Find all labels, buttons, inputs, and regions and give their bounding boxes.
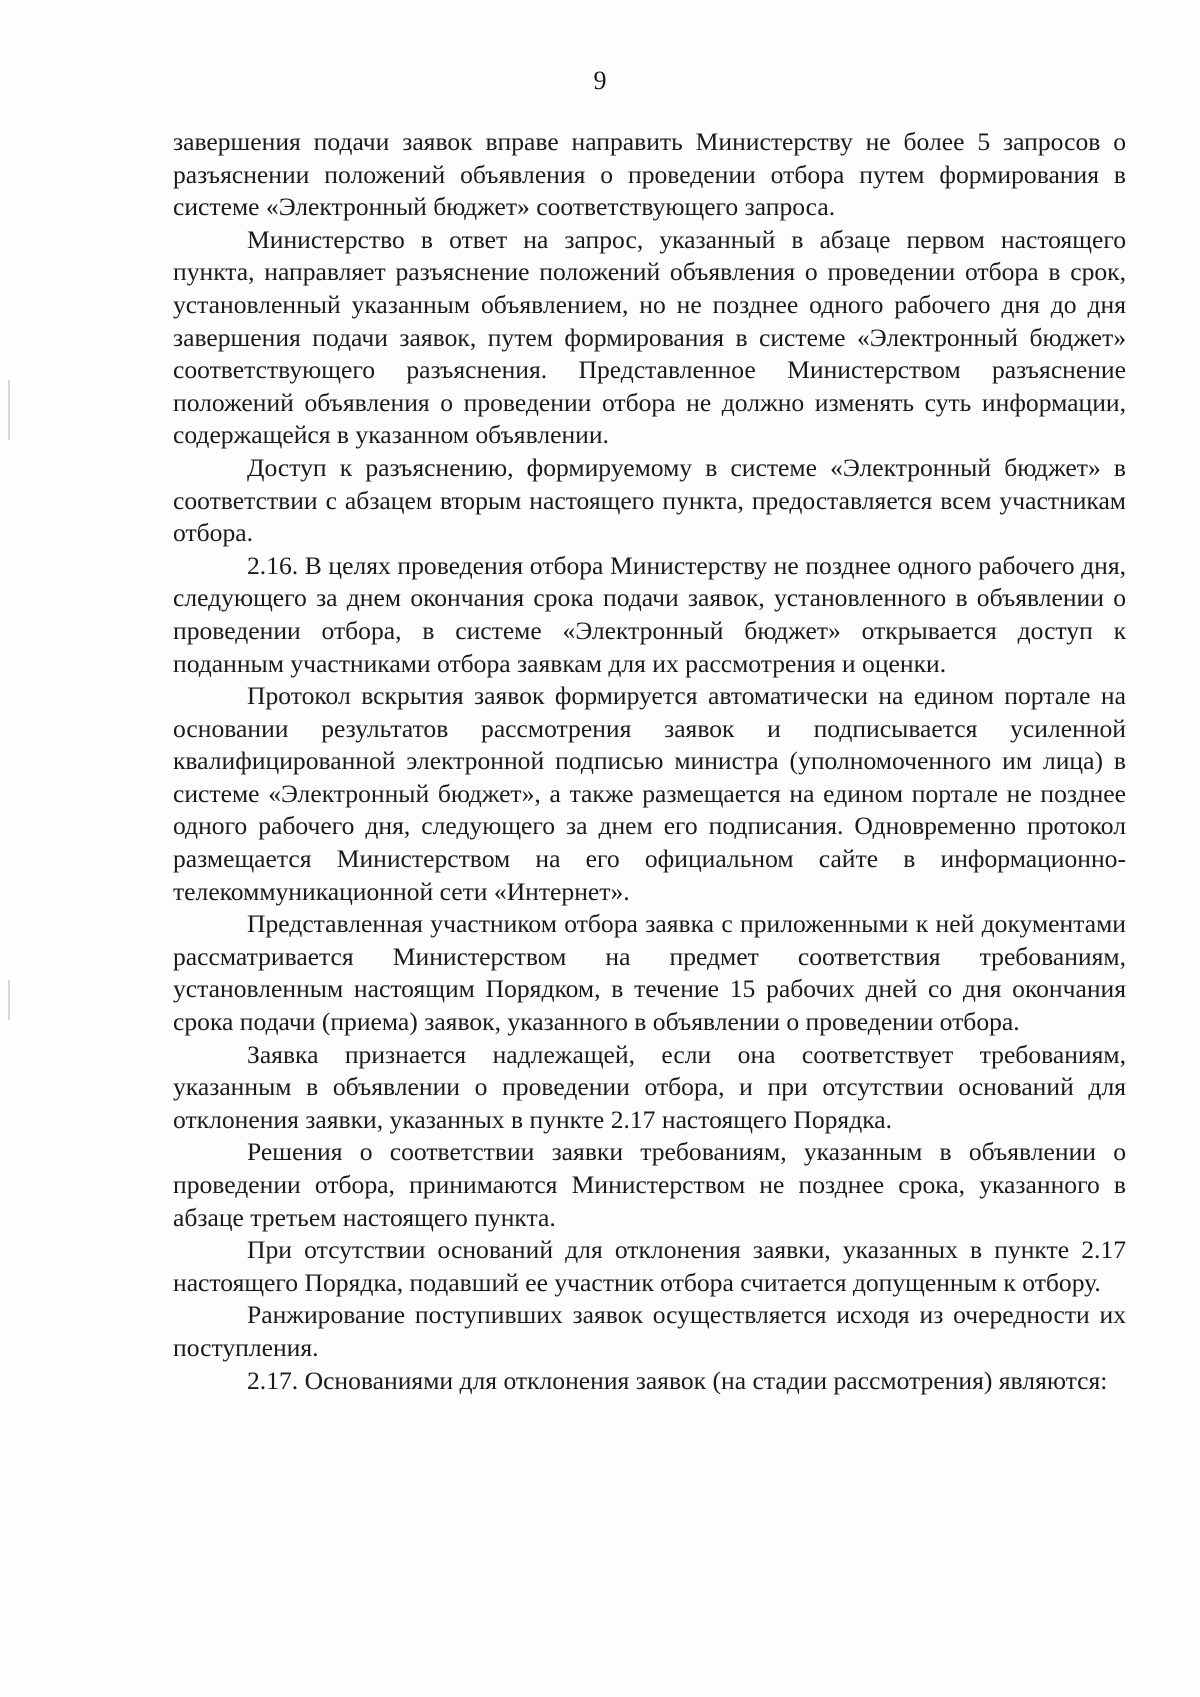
paragraph: Решения о соответствии заявки требованиям, указанным в объявлении о проведении отбора, принимаются Министерством не позднее срока, указанного в абзаце третьем настоящего пункта.	[173, 1137, 1126, 1232]
scan-margin-mark	[8, 380, 10, 440]
paragraph: Ранжирование поступивших заявок осуществляется исходя из очередности их поступления.	[173, 1300, 1126, 1362]
paragraph: 2.16. В целях проведения отбора Министерству не позднее одного рабочего дня, следующего за днем окончания срока подачи заявок, установленного в объявлении о проведении отбора, в системе «Электронный бюджет» открывается доступ к поданным участниками отбора заявкам для их рассмотрения и оценки.	[173, 550, 1126, 678]
paragraph: завершения подачи заявок вправе направить Министерству не более 5 запросов о разъяснении положений объявления о проведении отбора путем формирования в системе «Электронный бюджет» соответствующего запроса.	[173, 127, 1126, 222]
scan-margin-mark	[8, 980, 10, 1020]
paragraph: Протокол вскрытия заявок формируется автоматически на едином портале на основании результатов рассмотрения заявок и подписывается усиленной квалифицированной электронной подписью министра (уполномоченного им лица) в системе «Электронный бюджет», а также размещается на едином портале не позднее одного рабочего дня, следующего за днем его подписания. Одновременно протокол размещается Министерством на его официальном сайте в информационно-телекоммуникационной сети «Интернет».	[173, 681, 1126, 906]
paragraph: При отсутствии оснований для отклонения заявки, указанных в пункте 2.17 настоящего Порядка, подавший ее участник отбора считается допущенным к отбору.	[173, 1235, 1126, 1297]
page-number: 9	[593, 66, 607, 95]
paragraph: Заявка признается надлежащей, если она соответствует требованиям, указанным в объявлении о проведении отбора, и при отсутствии оснований для отклонения заявки, указанных в пункте 2.17 настоящего Порядка.	[173, 1039, 1126, 1134]
document-body	[173, 126, 1126, 1397]
paragraph: 2.17. Основаниями для отклонения заявок (на стадии рассмотрения) являются:	[247, 1365, 1108, 1395]
paragraph: Представленная участником отбора заявка с приложенными к ней документами рассматривается Министерством на предмет соответствия требованиям, установленным настоящим Порядком, в течение 15 рабочих дней со дня окончания срока подачи (приема) заявок, указанного в объявлении о проведении отбора.	[173, 909, 1126, 1037]
paragraph: Доступ к разъяснению, формируемому в системе «Электронный бюджет» в соответствии с абзацем вторым настоящего пункта, предоставляется всем участникам отбора.	[173, 452, 1126, 548]
paragraph: Министерство в ответ на запрос, указанный в абзаце первом настоящего пункта, направляет разъяснение положений объявления о проведении отбора в срок, установленный указанным объявлением, но не позднее одного рабочего дня до дня завершения подачи заявок, путем формирования в системе «Электронный бюджет» соответствующего разъяснения. Представленное Министерством разъяснение положений объявления о проведении отбора не должно изменять суть информации, содержащейся в указанном объявлении.	[173, 224, 1126, 450]
